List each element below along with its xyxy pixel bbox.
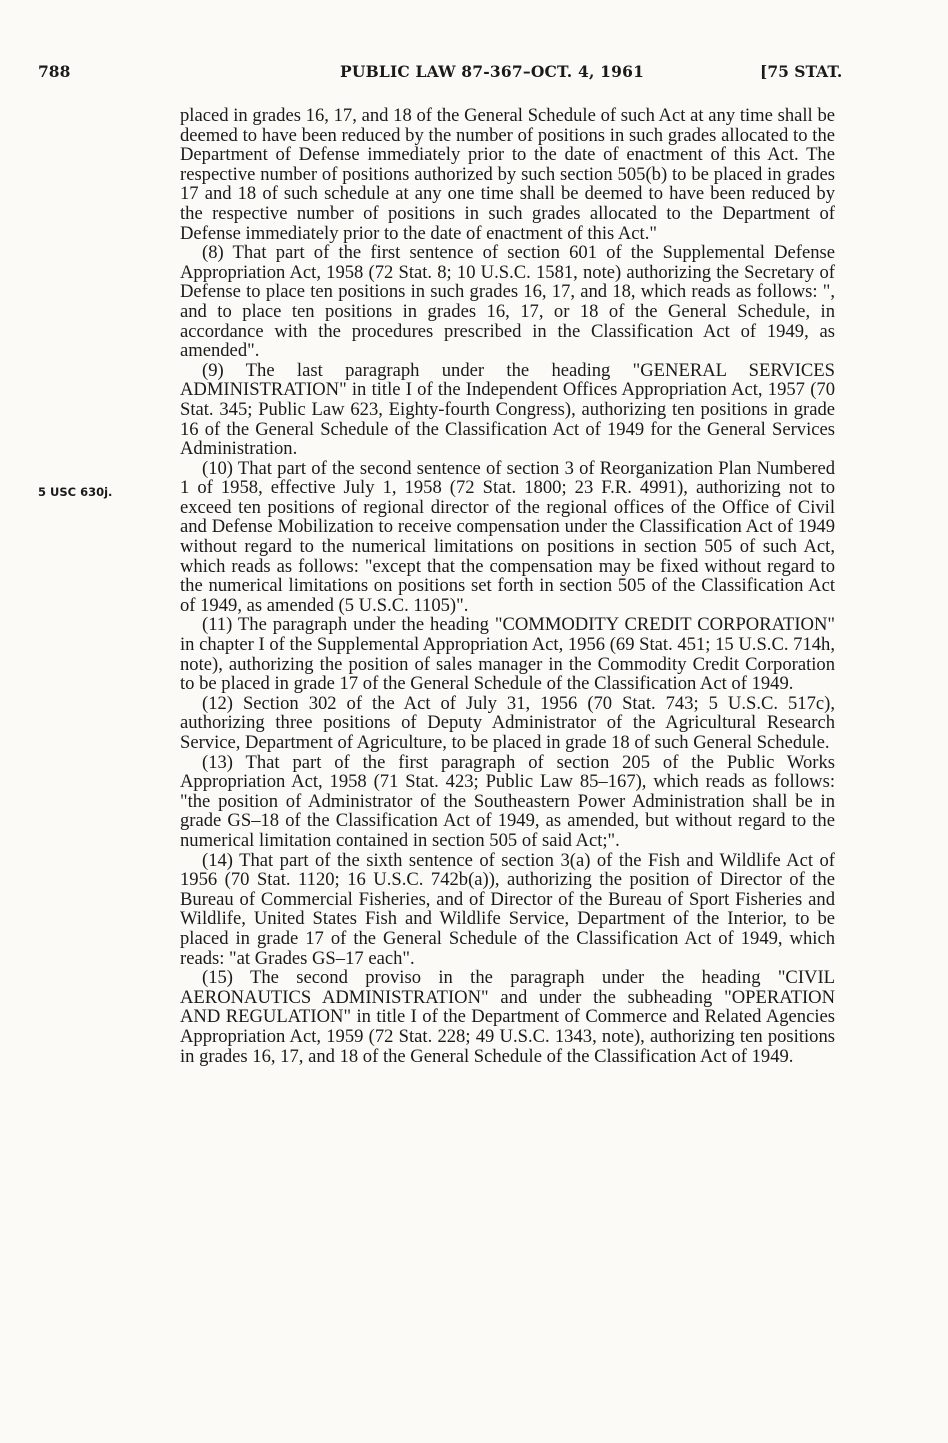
paragraph-14: (14) That part of the sixth sentence of section 3(a) of the Fish and Wildlife Act of 1956 (70 Stat. 1120; 16 U.S.C. 742b(a)), authorizing the position of Director of the Bureau of Commercial Fisheries, and of Director of the Bureau of Sport Fisheries and Wildlife, United States Fish and Wildlife Service, Department of the Interior, to be placed in grade 17 of the General Schedule of the Classification Act of 1949, which reads: "at Grades GS–17 each". bbox=[180, 849, 835, 969]
paragraph-9: (9) The last paragraph under the heading "GENERAL SERVICES ADMINISTRATION" in title I of the Independent Offices Appropriation Act, 1957 (70 Stat. 345; Public Law 623, Eighty-fourth Congress), authorizing ten positions in grade 16 of the General Schedule of the Classification Act of 1949 for the General Services Administration. bbox=[180, 359, 835, 460]
paragraph-12: (12) Section 302 of the Act of July 31, 1956 (70 Stat. 743; 5 U.S.C. 517c), authorizing three positions of Deputy Administrator of the Agricultural Research Service, Department of Agriculture, to be placed in grade 18 of such General Schedule. bbox=[180, 692, 835, 753]
paragraph-15: (15) The second proviso in the paragraph under the heading "CIVIL AERONAUTICS ADMINISTRATION" and under the subheading "OPERATION AND REGULATION" in title I of the Department of Commerce and Related Agencies Appropriation Act, 1959 (72 Stat. 228; 49 U.S.C. 1343, note), authorizing ten positions in grades 16, 17, and 18 of the General Schedule of the Classification Act of 1949. bbox=[180, 967, 835, 1067]
paragraph-13: (13) That part of the first paragraph of section 205 of the Public Works Appropriation Act, 1958 (71 Stat. 423; Public Law 85–167), which reads as follows: "the position of Administrator of the Southeastern Power Administration shall be in grade GS–18 of the Classification Act of 1949, as amended, but without regard to the numerical limitation contained in section 505 of said Act;". bbox=[180, 751, 835, 851]
body-text bbox=[180, 106, 835, 1066]
paragraph-8: (8) That part of the first sentence of section 601 of the Supplemental Defense Appropriation Act, 1958 (72 Stat. 8; 10 U.S.C. 1581, note) authorizing the Secretary of Defense to place ten positions in such grades 16, 17, and 18, which reads as follows: ", and to place ten positions in grades 16, 17, or 18 of the General Schedule, in accordance with the procedures prescribed in the Classification Act of 1949, as amended". bbox=[180, 242, 835, 362]
page-header bbox=[38, 62, 928, 86]
statute-reference: [75 STAT. bbox=[760, 62, 843, 81]
paragraph-continuation: placed in grades 16, 17, and 18 of the General Schedule of such Act at any time shall be deemed to have been reduced by the number of positions in such grades allocated to the Department of Defense immediately prior to the date of enactment of this Act. The respective number of positions authorized by such section 505(b) to be placed in grades 17 and 18 of such schedule at any one time shall be deemed to have been reduced by the respective number of positions in such grades allocated to the Department of Defense immediately prior to the date of enactment of this Act." bbox=[180, 105, 835, 244]
paragraph-11: (11) The paragraph under the heading "COMMODITY CREDIT CORPORATION" in chapter I of the Supplemental Appropriation Act, 1956 (69 Stat. 451; 15 U.S.C. 714h, note), authorizing the position of sales manager in the Commodity Credit Corporation to be placed in grade 17 of the General Schedule of the Classification Act of 1949. bbox=[180, 614, 835, 695]
margin-citation: 5 USC 630j. bbox=[38, 485, 113, 499]
paragraph-10: (10) That part of the second sentence of section 3 of Reorganization Plan Numbered 1 of 1958, effective July 1, 1958 (72 Stat. 1800; 23 F.R. 4991), authorizing not to exceed ten positions of regional director of the regional offices of the Office of Civil and Defense Mobilization to receive compensation under the Classification Act of 1949 without regard to the numerical limitations on positions in section 505 of such Act, which reads as follows: "except that the compensation may be fixed without regard to the numerical limitations on positions set forth in section 505 of the Classification Act of 1949, as amended (5 U.S.C. 1105)". bbox=[180, 457, 835, 616]
running-title: PUBLIC LAW 87-367–OCT. 4, 1961 bbox=[340, 62, 645, 81]
page-number: 788 bbox=[38, 62, 71, 81]
